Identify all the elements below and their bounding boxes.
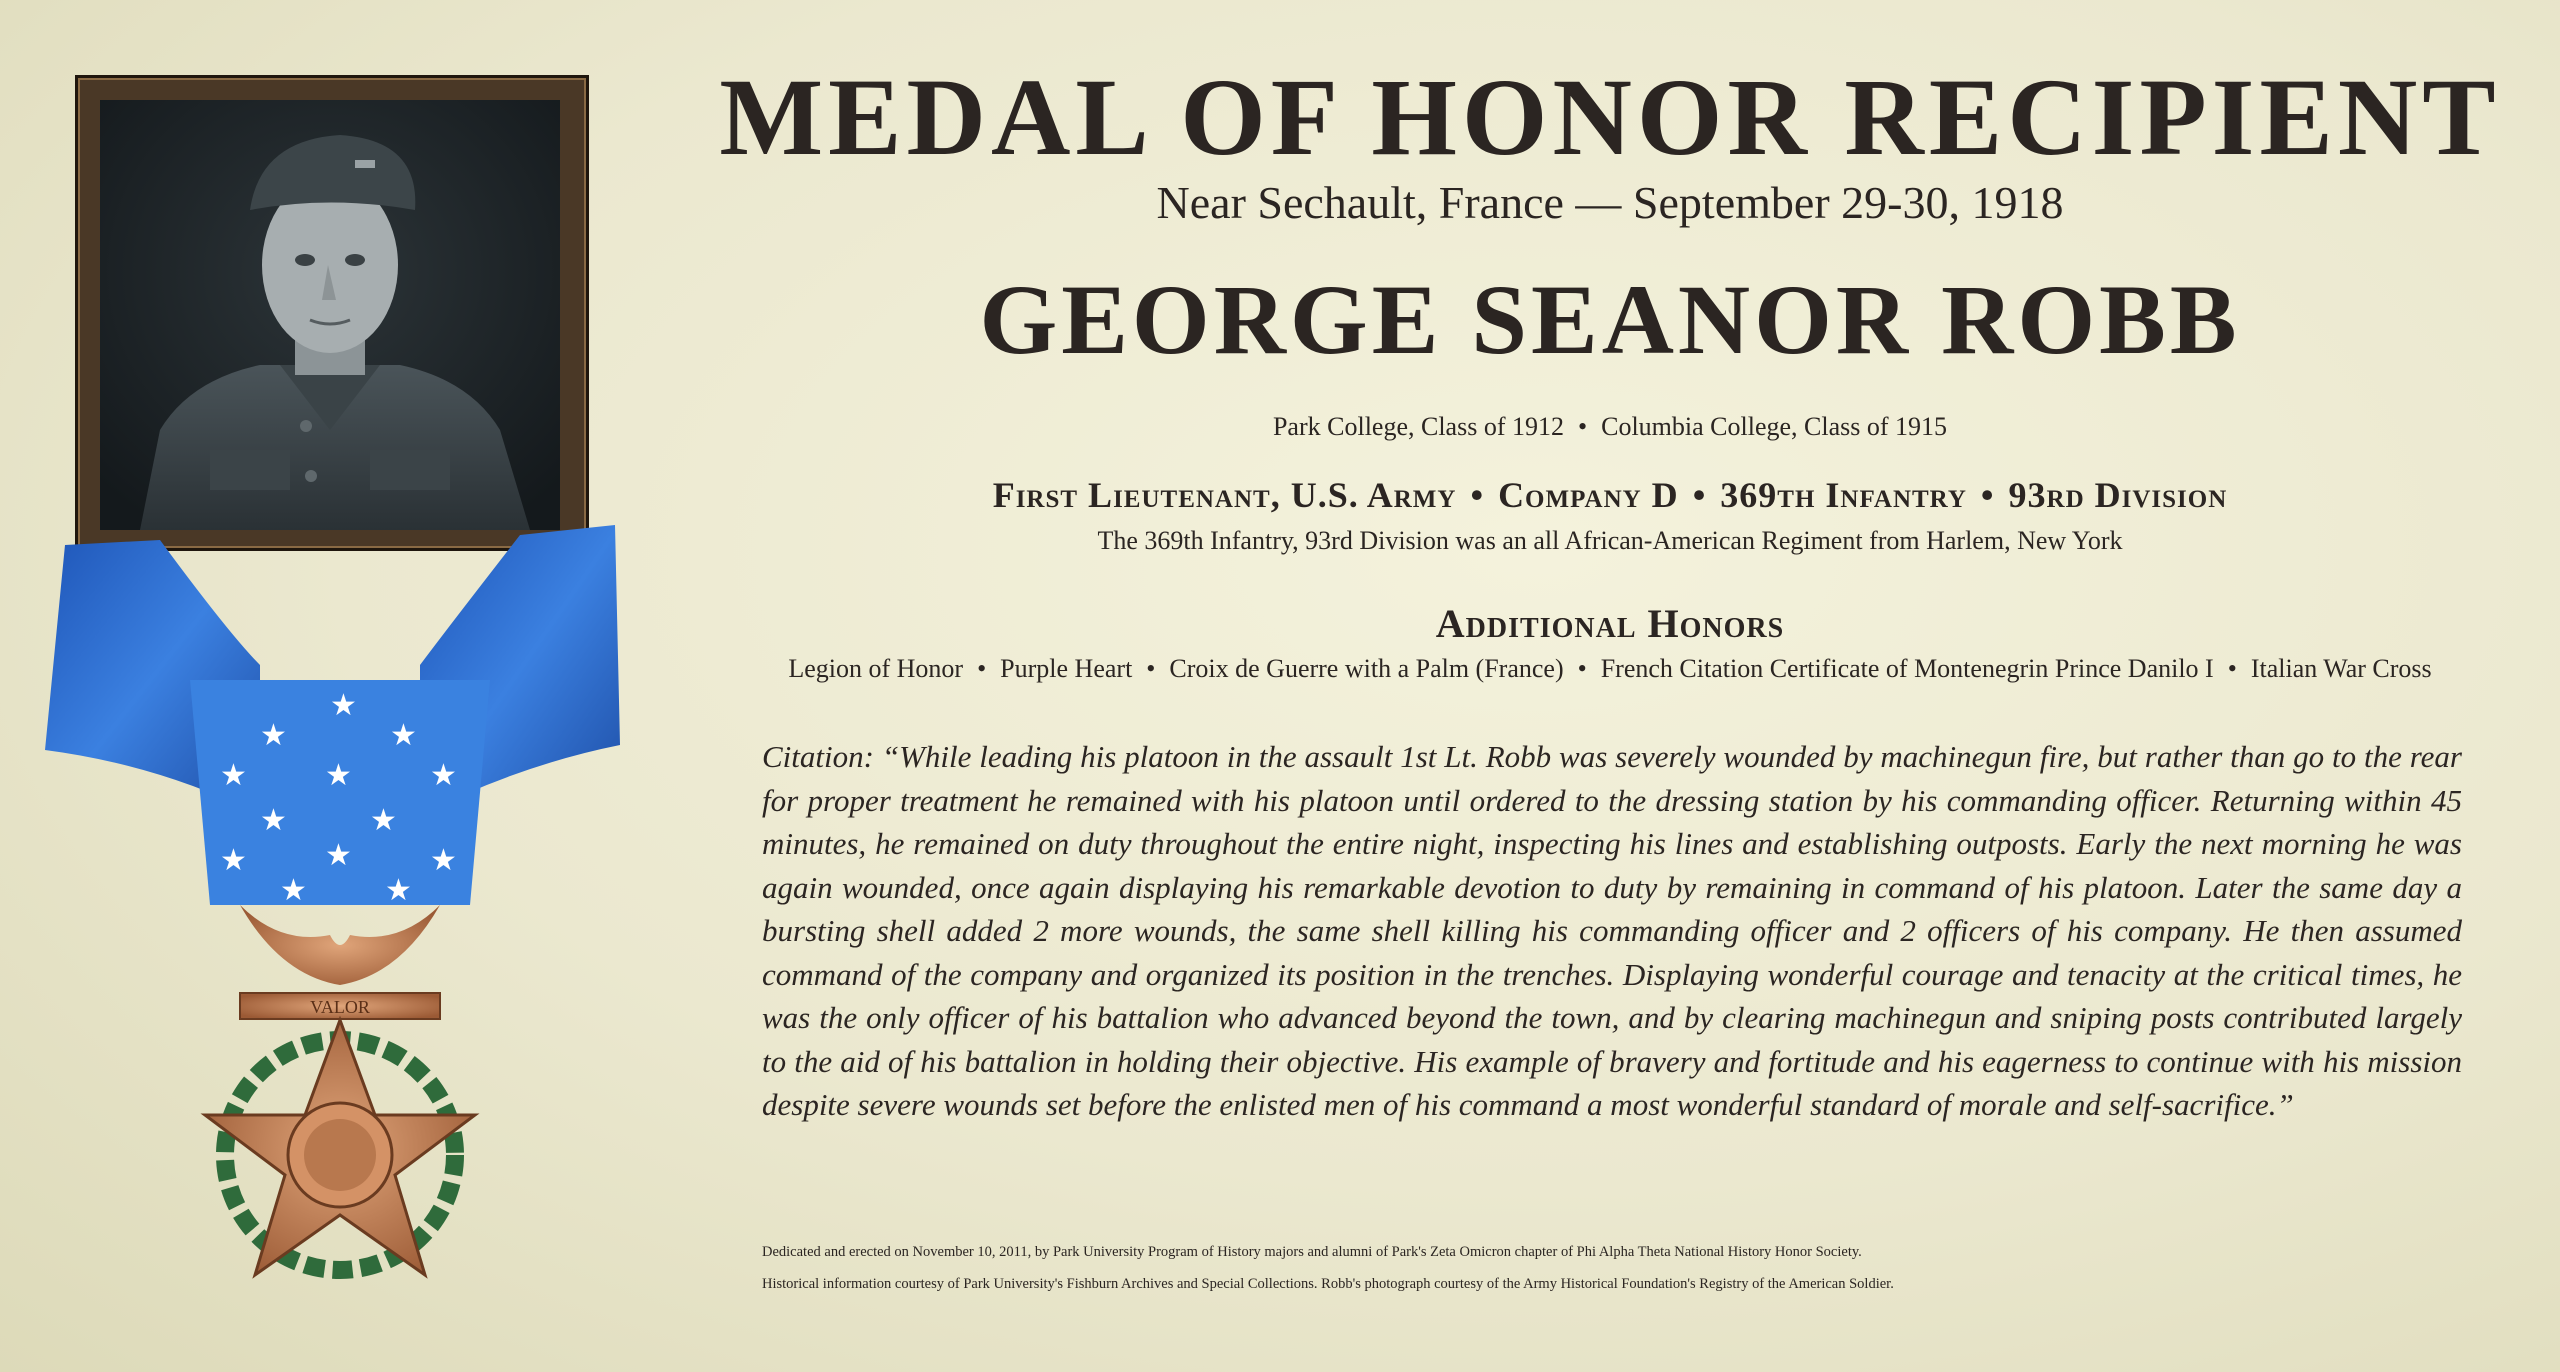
honors-list <box>700 654 2520 684</box>
separator: • <box>1146 654 1156 683</box>
plaque-subtitle: Near Sechault, France — September 29-30, 1918 <box>1156 177 2064 228</box>
separator: • <box>977 654 987 683</box>
svg-text:★: ★ <box>430 843 457 878</box>
svg-text:★: ★ <box>325 838 352 873</box>
valor-bar-label: VALOR <box>310 997 370 1017</box>
honor-item: Italian War Cross <box>2250 654 2432 683</box>
svg-text:★: ★ <box>325 758 352 793</box>
portrait-photo <box>100 100 560 530</box>
svg-text:★: ★ <box>220 843 247 878</box>
svg-text:★: ★ <box>330 688 357 723</box>
footer-credits: Historical information courtesy of Park University's Fishburn Archives and Special Collections. Robb's photograph courtesy of the Army Historical Foundation's Registry of the American Soldier. <box>762 1276 1894 1292</box>
additional-honors-heading: Additional Honors <box>1435 601 1785 646</box>
separator: • <box>1470 475 1485 515</box>
rank-item-2: Company D <box>1498 475 1679 515</box>
honor-item: Purple Heart <box>1000 654 1133 683</box>
svg-text:★: ★ <box>390 718 417 753</box>
honor-item: French Citation Certificate of Montenegrin Prince Danilo I <box>1600 654 2214 683</box>
medal-of-honor-image <box>40 515 640 1315</box>
separator: • <box>1980 475 1995 515</box>
separator: • <box>2227 654 2237 683</box>
regiment-note: The 369th Infantry, 93rd Division was an all African-American Regiment from Harlem, New York <box>1097 526 2123 555</box>
svg-text:★: ★ <box>430 758 457 793</box>
rank-item-4: 93rd Division <box>2008 475 2228 515</box>
plaque-title: MEDAL OF HONOR RECIPIENT <box>719 56 2501 178</box>
rank-item-3: 369th Infantry <box>1720 475 1967 515</box>
footer-dedication: Dedicated and erected on November 10, 2011, by Park University Program of History majors and alumni of Park's Zeta Omicron chapter of Phi Alpha Theta National History Honor Society. <box>762 1244 1862 1260</box>
honor-item: Croix de Guerre with a Palm (France) <box>1169 654 1564 683</box>
svg-text:★: ★ <box>385 873 412 908</box>
rank-item-1: First Lieutenant, U.S. Army <box>992 475 1457 515</box>
svg-text:★: ★ <box>280 873 307 908</box>
svg-text:★: ★ <box>370 803 397 838</box>
separator: • <box>1692 475 1707 515</box>
svg-text:★: ★ <box>220 758 247 793</box>
education-line <box>730 412 2490 442</box>
school-2: Columbia College, Class of 1915 <box>1601 412 1948 441</box>
portrait-frame <box>75 75 589 551</box>
citation-text: Citation: “While leading his platoon in the assault 1st Lt. Robb was severely wounded by machinegun fire, but rather than go to the rear for proper treatment he remained with his platoon until ordered to the dressing station by his commanding officer. Returning within 45 minutes, he remained on duty throughout the entire night, inspecting his lines and establishing outposts. Early the next morning he was again wounded, once again displaying his remarkable devotion to duty by remaining in command of his platoon. Later the same day a bursting shell added 2 more wounds, the same shell killing his commanding officer and 2 officers of his company. He then assumed command of the company and organized its position in the trenches. Displaying wonderful courage and tenacity at the critical times, he was the only officer of his battalion who advanced beyond the town, and by clearing machinegun and sniping posts contributed largely to the aid of his battalion in holding their objective. His example of bravery and fortitude and his eagerness to continue with his mission despite severe wounds set before the enlisted men of his command a most wonderful standard of morale and self-sacrifice.” <box>762 739 2462 1122</box>
svg-text:★: ★ <box>260 718 287 753</box>
separator: • <box>1578 412 1588 441</box>
recipient-name: GEORGE SEANOR ROBB <box>979 264 2241 375</box>
rank-line <box>730 474 2490 516</box>
separator: • <box>1577 654 1587 683</box>
svg-text:★: ★ <box>260 803 287 838</box>
school-1: Park College, Class of 1912 <box>1272 412 1564 441</box>
honor-item: Legion of Honor <box>788 654 964 683</box>
